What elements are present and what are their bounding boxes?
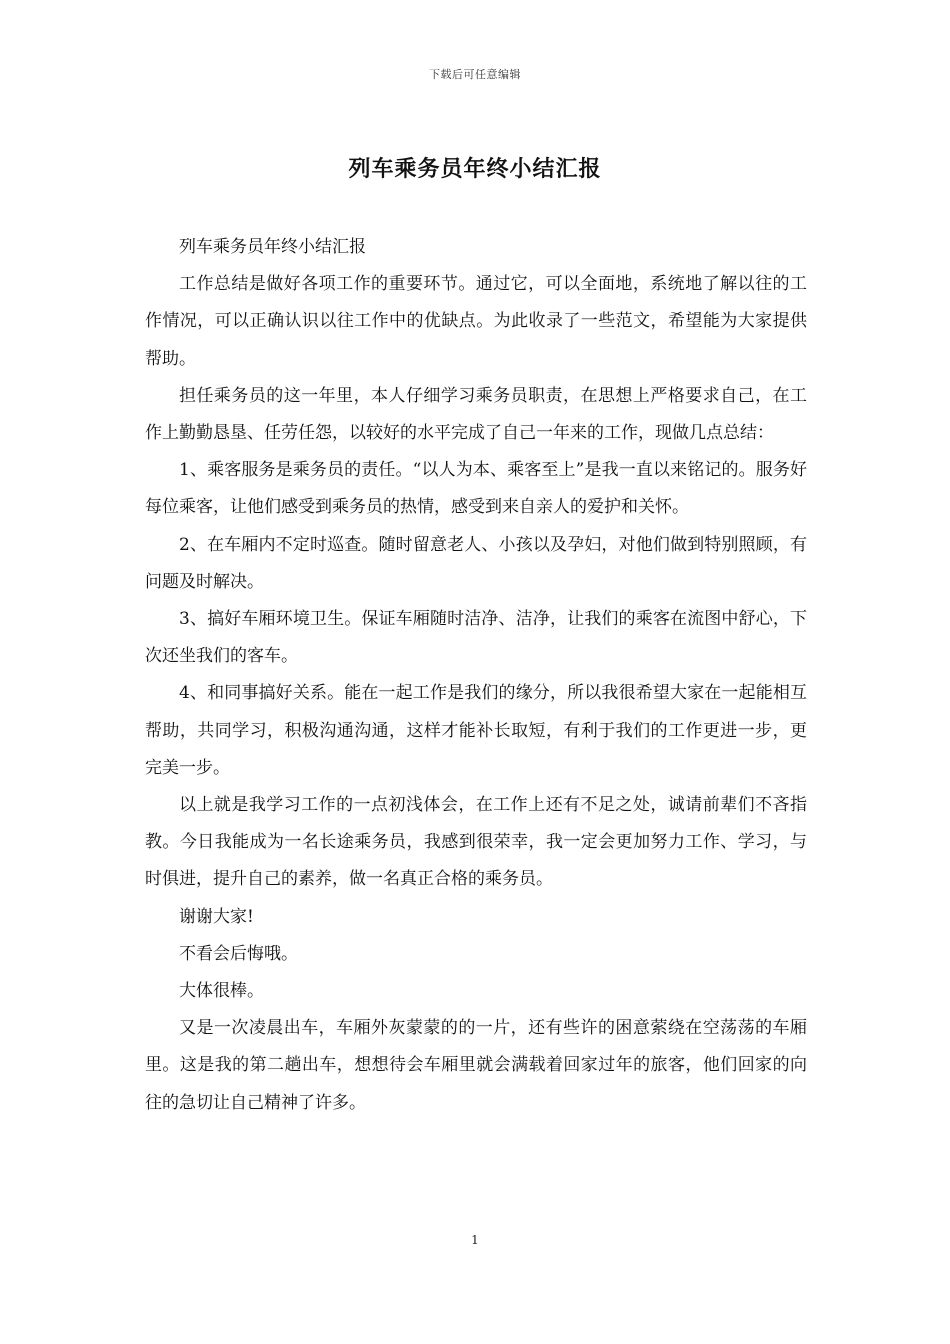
paragraph-intro: 工作总结是做好各项工作的重要环节。通过它，可以全面地，系统地了解以往的工作情况，可以正确认识以往工作中的优缺点。为此收录了一些范文，希望能为大家提供帮助。: [145, 274, 807, 369]
paragraph-note-2: 大体很棒。: [179, 981, 264, 1002]
paragraph-point-1: 1、乘客服务是乘务员的责任。“以人为本、乘客至上”是我一直以来铭记的。服务好每位乘客，让他们感受到乘务员的热情，感受到来自亲人的爱护和关怀。: [145, 460, 807, 518]
page-number: 1: [471, 1233, 479, 1247]
paragraph-overview: 担任乘务员的这一年里，本人仔细学习乘务员职责，在思想上严格要求自己，在工作上勤勤恳垦、任劳任怨，以较好的水平完成了自己一年来的工作，现做几点总结：: [145, 385, 807, 444]
paragraph-note-1: 不看会后悔哦。: [179, 943, 298, 964]
paragraph-point-3: 3、搞好车厢环境卫生。保证车厢随时洁净、洁净，让我们的乘客在流图中舒心，下次还坐我们的客车。: [145, 609, 807, 667]
paragraph-point-2: 2、在车厢内不定时巡查。随时留意老人、小孩以及孕妇，对他们做到特别照顾，有问题及时解决。: [145, 534, 807, 592]
document-title: 列车乘务员年终小结汇报: [348, 156, 602, 182]
document-body: [145, 229, 807, 1122]
paragraph-thanks: 谢谢大家!: [179, 906, 254, 927]
paragraph-conclusion: 以上就是我学习工作的一点初浅体会，在工作上还有不足之处，诚请前辈们不吝指教。今日我能成为一名长途乘务员，我感到很荣幸，我一定会更加努力工作、学习，与时俱进，提升自己的素养，做一名真正合格的乘务员。: [145, 795, 807, 890]
header-note: 下载后可任意编辑: [429, 68, 521, 81]
paragraph-point-4: 4、和同事搞好关系。能在一起工作是我们的缘分，所以我很希望大家在一起能相互帮助，共同学习，积极沟通沟通，这样才能补长取短，有利于我们的工作更进一步，更完美一步。: [145, 683, 807, 778]
paragraph-narrative: 又是一次凌晨出车，车厢外灰蒙蒙的的一片，还有些许的困意萦绕在空荡荡的车厢里。这是我的第二趟出车，想想待会车厢里就会满载着回家过年的旅客，他们回家的向往的急切让自己精神了许多。: [145, 1018, 807, 1113]
paragraph-subtitle: 列车乘务员年终小结汇报: [179, 237, 366, 257]
